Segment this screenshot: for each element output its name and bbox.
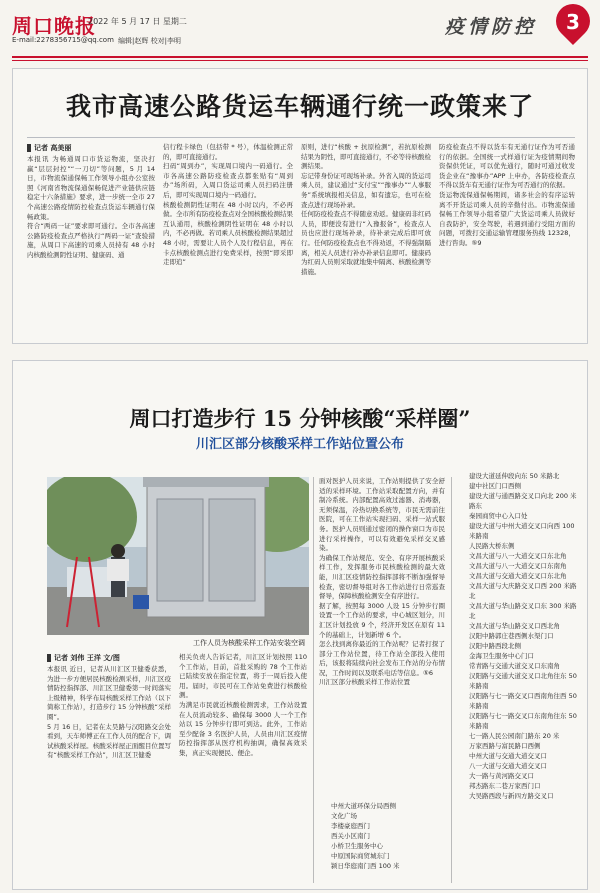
sampling-station-photo xyxy=(47,477,309,635)
site-item: 文昌大道与交通大道交叉口东北角 xyxy=(469,572,567,580)
newspaper-logo: 周口晚报 xyxy=(12,14,96,38)
header-rule xyxy=(12,56,588,58)
column-divider xyxy=(451,477,452,883)
site-item: 中州大道与交通大道交叉口 xyxy=(469,752,547,760)
column-divider xyxy=(313,477,314,883)
site-item: 建中社区门口西侧 xyxy=(469,482,521,490)
headline-rule xyxy=(27,137,575,138)
site-item: 邦杰路东二巷万家西门口 xyxy=(469,782,541,790)
photo-illustration xyxy=(47,477,309,635)
header-rule-thin xyxy=(12,60,588,61)
article-byline xyxy=(27,143,71,153)
page-number: 3 xyxy=(566,10,580,34)
article-subheadline-2: 川汇区部分核酸采样工作站位置公布 xyxy=(195,437,404,452)
site-list-tail xyxy=(331,801,445,871)
site-item: 文昌大道与华山路交叉口东 300 米路北 xyxy=(469,602,577,620)
article2-column-1: 本报讯 近日，记者从川汇区卫健委获悉，为进一步方便居民核酸检测采样，川汇区疫情防控指挥部、川汇区卫健委第一时间落实上级精神，科学布局核酸采样工作站（以下简称工作站），打造步行 15 分钟核酸“采样圈”。 5 月 16 日，记者在太昊路与汉阳路交会处看到，天车师傅正在工作人员的配合下，调试核酸采样屋。核酸采样屋正面醒目位置写有“核酸采样工作站”，川汇区卫健委 xyxy=(47,665,171,760)
site-item: 汉阳路与七一路交叉口西南角往西 50 米路南 xyxy=(469,692,577,710)
photo-caption: 工作人员为核酸采样工作站安装空调 xyxy=(193,639,305,647)
article2-column-2: 相关负责人告诉记者，川汇区计划按照 110 个工作站，目前，首批采购的 78 个工作站已陆续安放在指定位置，将于一周后投入使用。届时，市民可在工作站免费进行核酸检测。 为满足市民就近核酸检测需求，工作站设置在人员流动较多、确保每 3000 人一个工作站以 15 分钟步行即可到达。此外，工作站至少配备 3 名医护人员，人员由川汇区疫情防控指挥部从医疗机构抽调，确保高效采集，真正实现便民、便企。 xyxy=(179,653,307,757)
site-item: 中原国际商贸城东门 xyxy=(331,852,390,860)
site-item: 文化广场 xyxy=(331,812,357,820)
site-item: 李楼豪庭西门 xyxy=(331,822,370,830)
article-column-1: 本报讯 为畅通周口市货运物流，坚决打赢“层层封控”“一刀切”等问题，5 月 14 日，市物流保通保畅工作领导小组办公室按照《河南省物流保通保畅促进产业链供应链稳定十六条措施》要求，进一步统一全市 27 个高速公路疫情防控检查点货运车辆通行保畅政策。 符合“两码一证”要求即可通行。全市各高速公路防疫检查点严格执行“两码一证”查验措施，从周口下高速的司乘人员持有 48 小时内核酸检测阴性证明、健康码、通 xyxy=(27,155,155,259)
article-column-2: 信行程卡绿色（包括带 * 号），体温检测正常的，即可直接通行。 扫码“周到办”，实现周口境内一码通行。全市各高速公路防疫检查点都张贴有“周到办”场所码，入周口货运司乘人员扫码注册后，即可实现周口境内一码通行。 核酸检测阴性证明在 48 小时以内，不必再做。全市所有防疫检查点对全国核酸检测结果互认通用，核酸检测阴性证明在 48 小时以内，不必再做。若司乘人员核酸检测结果超过 48 小时，需要让人员个人及行程信息，再在卡点核酸检测点进行免费采样，按照“即采即走即追” xyxy=(163,143,293,267)
article-headline-2: 周口打造步行 15 分钟核酸“采样圈” xyxy=(129,406,471,431)
site-item: 金海卫生服务中心门口 xyxy=(469,652,534,660)
contact-email[interactable]: E-mail:2278356715@qq.com xyxy=(12,36,114,44)
article-column-4: 防疫检查点不得以货车有无通行证作为可否通行的依据。全国统一式样通行证为疫情期间物资保供凭证，可以优先通行，随时可通过收发货企业在“豫事办”APP 上申办，各防疫检查点不得以货车有无通行证作为可否通行的依据。 货运物流保通保畅期间，诸多社会的有序运转离不开货运司乘人员的辛勤付出。市物流保通保畅工作领导小组希望广大货运司乘人员做好自我防护，安全驾驶，若遇到通行受阻方面的问题，可拨打交通运输管理服务热线 12328，进行咨询。⑤9 xyxy=(439,143,575,247)
site-item: 建设大道与中州大道交叉口向西 100 米路南 xyxy=(469,522,575,540)
article-freight-policy xyxy=(12,68,588,344)
byline-bar-icon xyxy=(27,144,31,152)
site-item: 中州大道环保分局西侧 xyxy=(331,802,396,810)
site-item: 建设大道与通西路交叉口向北 200 米路东 xyxy=(469,492,577,510)
site-item: 建设大道延伸段向东 50 米路北 xyxy=(469,472,560,480)
editors-line: 编辑|赵辉 校对|李明 xyxy=(118,37,181,45)
masthead xyxy=(0,0,600,62)
section-title: 疫情防控 xyxy=(445,16,538,38)
article2-column-3: 面对医护人员来说，工作站则提供了安全舒适的采样环境。工作站采取配置方向，并有制冷系统。内部配置高效过滤器、消毒器，无须保温，冷热切换系统等，市民无需前往医院，可在工作站实现扫码、采样一站式服务。医护人员则通过密闭的操作窗口为市民进行采样操作，可以有效避免采样交叉感染。 为确保工作站规范、安全、有序开展核酸采样工作，发挥服务市民核酸检测的最大效能，川汇区疫情防控指挥部将不断加强督导检查，密切督导组对各工作站进行日常巡查督导，保障核酸检测安全有序进行。 据了解，按照每 3000 人设 15 分钟步行圈设置一个工作站的要求，中心城区划分，川汇区计划投放 9 个，经济开发区在原有 11 个的基础上，计划新增 6 个。 怎么找到离你最近的工作站呢？记者打探了部分工作站位置，待工作站全部投入使用后，该报将陆续向社会发布工作站的分布情况，工作时间以及联系电话等信息。⑤6 川汇区部分核酸采样工作站位置 xyxy=(319,477,445,687)
site-item: 文昌大道与八一大道交叉口东北角 xyxy=(469,552,567,560)
issue-date: 2022 年 5 月 17 日 星期二 xyxy=(88,17,187,26)
site-item: 颍日华庭南门西 100 米 xyxy=(331,862,400,870)
site-item: 汉阳中路郭庄巷西侧水渠门口 xyxy=(469,632,554,640)
byline-text: 记者 高美丽 xyxy=(34,144,72,152)
site-list xyxy=(457,471,581,801)
site-item: 八一大道与交通大道交叉口 xyxy=(469,762,547,770)
byline-text-2: 记者 刘伟 王洋 文/图 xyxy=(54,654,120,662)
site-item: 汉阳中路西段北侧 xyxy=(469,642,521,650)
site-item: 文昌大道与大庆路交叉口西 200 米路北 xyxy=(469,582,577,600)
site-item: 西关小区南门 xyxy=(331,832,370,840)
site-item: 汉阳路与交通大道交叉口北角往东 50 米路南 xyxy=(469,672,577,690)
site-item: 秦园商贸中心入口处 xyxy=(469,512,528,520)
site-item: 小桥卫生服务中心 xyxy=(331,842,383,850)
page-number-badge xyxy=(556,4,590,48)
site-item: 七一路人民公园南门路东 20 米 xyxy=(469,732,560,740)
site-item: 大吴路西段与新四方路交叉口 xyxy=(469,792,554,800)
article-column-3: 原则，进行“核酸 + 抗原检测”，若抗原检测结果为阴性，即可直接通行，不必等待核酸检测结果。 忘记带身份证可现场补录。外省入周的货运司乘人员，建议通过“支付宝”“豫事办”“人事服务”系统填报相关信息，如有遗忘，也可在检查点进行现场补录。 任何防疫检查点不得随意劝返。健康码非红码人员，即便没有进行“入豫报备”，检查点人员也应进行现场补录，待补录完成后即可放行。任何防疫检查点也不得劝返，不得强制隔离，相关人员进行补办补录信息即可。健康码为红码人员则采取就地集中隔离、核酸检测等措施。 xyxy=(301,143,431,276)
site-item: 文昌大道与八一大道交叉口东南角 xyxy=(469,562,567,570)
article-byline-2 xyxy=(47,653,120,663)
article-headline: 我市高速公路货运车辆通行统一政策来了 xyxy=(65,92,534,121)
byline-bar-icon xyxy=(47,654,51,662)
site-item: 文昌大道与华山路交叉口西北角 xyxy=(469,622,560,630)
site-item: 汉阳路与七一路交叉口东南角往东 50 米路南 xyxy=(469,712,577,730)
site-item: 常青路与交通大道交叉口东南角 xyxy=(469,662,560,670)
site-item: 大一路与黄河路交叉口 xyxy=(469,772,534,780)
article-sampling-stations xyxy=(12,360,588,890)
site-item: 人民路大桥东侧 xyxy=(469,542,515,550)
site-item: 万家西路与富民路口西侧 xyxy=(469,742,541,750)
